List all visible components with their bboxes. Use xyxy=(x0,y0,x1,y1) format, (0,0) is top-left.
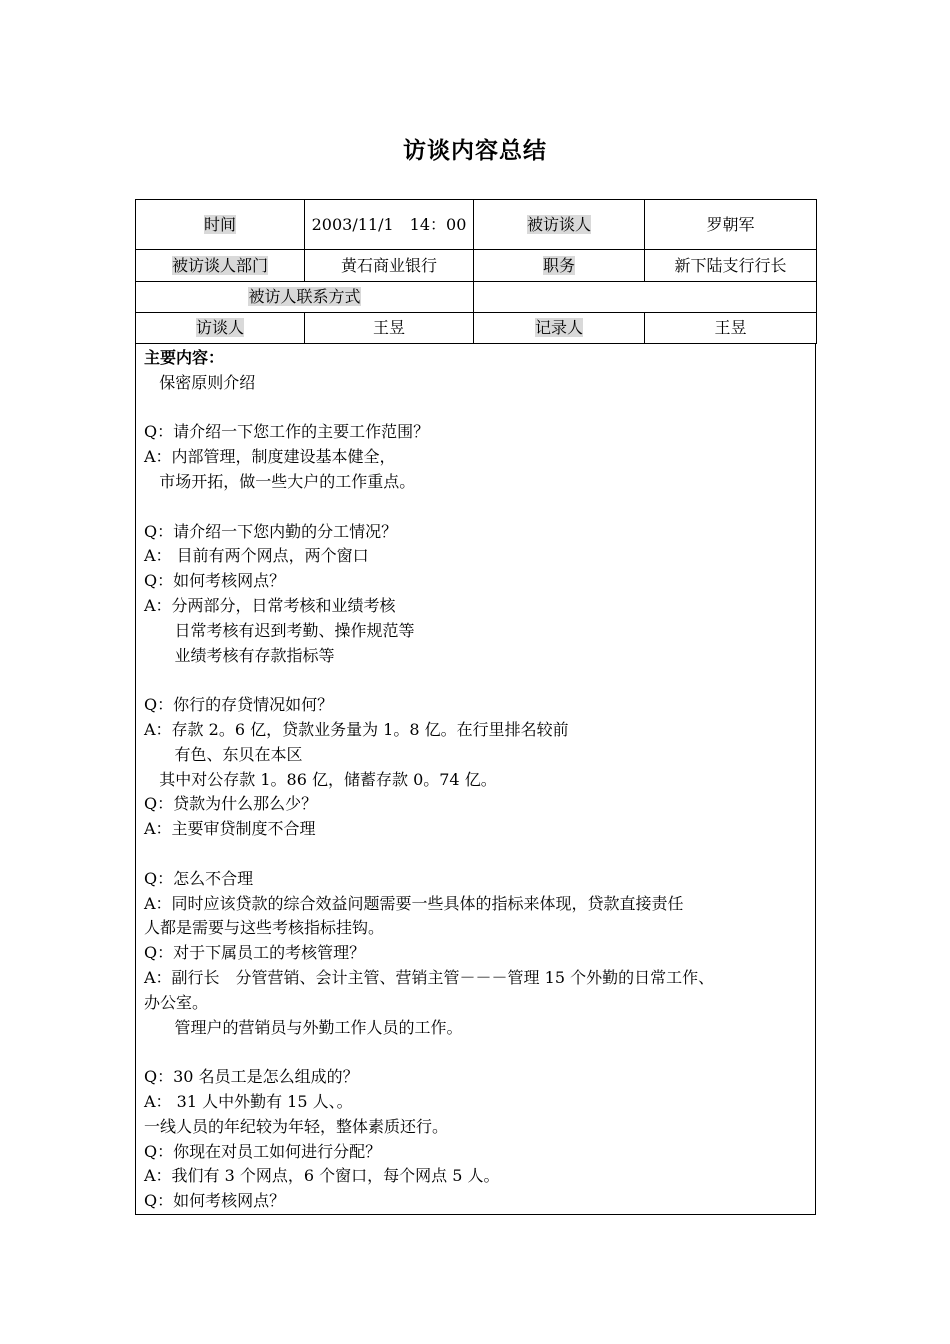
interview-info-table xyxy=(135,199,817,344)
content-line xyxy=(144,668,807,693)
content-line: Q：你行的存贷情况如何？ xyxy=(144,695,334,715)
content-line: 业绩考核有存款指标等 xyxy=(144,645,335,665)
content-line: 有色、东贝在本区 xyxy=(144,744,303,764)
content-heading: 主要内容： xyxy=(144,348,225,367)
content-line: 办公室。 xyxy=(144,992,209,1012)
content-lines xyxy=(144,371,807,1214)
content-line: Q：你现在对员工如何进行分配？ xyxy=(144,1141,382,1161)
time-label-cell xyxy=(136,200,305,250)
position-value: 新下陆支行行长 xyxy=(645,250,817,282)
interviewer-label-cell xyxy=(136,313,305,344)
recorder-value: 王昱 xyxy=(645,313,817,344)
page-title: 访谈内容总结 xyxy=(403,137,547,164)
content-line: Q：如何考核网点？ xyxy=(144,571,286,591)
contact-label: 被访人联系方式 xyxy=(248,287,361,306)
content-line xyxy=(144,396,807,421)
content-line: 人都是需要与这些考核指标挂钩。 xyxy=(144,918,385,938)
content-line xyxy=(144,1040,807,1065)
dept-value: 黄石商业银行 xyxy=(305,250,474,282)
position-label-cell xyxy=(474,250,645,282)
dept-label-cell xyxy=(136,250,305,282)
content-line: A：分两部分，日常考核和业绩考核 xyxy=(144,595,396,615)
content-line: 其中对公存款 1。86 亿，储蓄存款 0。74 亿。 xyxy=(144,769,497,789)
content-line: Q：对于下属员工的考核管理？ xyxy=(144,943,366,963)
content-line: 一线人员的年纪较为年轻，整体素质还行。 xyxy=(144,1116,449,1136)
content-line xyxy=(144,495,807,520)
content-line: Q：贷款为什么那么少？ xyxy=(144,794,318,814)
content-line: A： 31 人中外勤有 15 人、。 xyxy=(144,1091,353,1111)
content-line: A：存款 2。6 亿，贷款业务量为 1。8 亿。在行里排名较前 xyxy=(144,719,569,739)
content-line: A：同时应该贷款的综合效益问题需要一些具体的指标来体现，贷款直接责任 xyxy=(144,893,684,913)
position-label: 职务 xyxy=(542,255,575,275)
table-row xyxy=(136,250,817,282)
content-line: Q：请介绍一下您工作的主要工作范围？ xyxy=(144,422,430,442)
table-row xyxy=(136,200,817,250)
recorder-label-cell xyxy=(474,313,645,344)
interviewee-label: 被访谈人 xyxy=(526,214,591,234)
content-line xyxy=(144,842,807,867)
content-line: Q：怎么不合理 xyxy=(144,868,254,888)
table-row xyxy=(136,282,817,313)
content-line: A：内部管理，制度建设基本健全， xyxy=(144,447,396,467)
main-content xyxy=(135,343,816,1215)
content-line: 日常考核有迟到考勤、操作规范等 xyxy=(144,620,415,640)
time-label: 时间 xyxy=(203,214,236,234)
content-line: A：主要审贷制度不合理 xyxy=(144,819,316,839)
dept-label: 被访谈人部门 xyxy=(171,255,268,275)
content-line: A：我们有 3 个网点，6 个窗口，每个网点 5 人。 xyxy=(144,1166,500,1186)
interviewee-value: 罗朝军 xyxy=(645,200,817,250)
time-value: 2003/11/1 14：00 xyxy=(305,200,474,250)
recorder-label: 记录人 xyxy=(534,318,583,337)
interviewer-label: 访谈人 xyxy=(195,318,244,337)
content-line: 管理户的营销员与外勤工作人员的工作。 xyxy=(144,1017,463,1037)
table-row xyxy=(136,313,817,344)
contact-value xyxy=(474,282,817,313)
content-line: 市场开拓，做一些大户的工作重点。 xyxy=(144,471,416,491)
content-line: Q：30 名员工是怎么组成的？ xyxy=(144,1067,359,1087)
interviewer-value: 王昱 xyxy=(305,313,474,344)
content-line: A： 目前有两个网点，两个窗口 xyxy=(144,546,369,566)
contact-label-cell xyxy=(136,282,474,313)
content-line: 保密原则介绍 xyxy=(144,372,256,392)
content-line: Q：请介绍一下您内勤的分工情况？ xyxy=(144,521,398,541)
content-line: Q：如何考核网点？ xyxy=(144,1191,286,1211)
interviewee-label-cell xyxy=(474,200,645,250)
content-line: A：副行长 分管营销、会计主管、营销主管－－－管理 15 个外勤的日常工作、 xyxy=(144,967,715,987)
